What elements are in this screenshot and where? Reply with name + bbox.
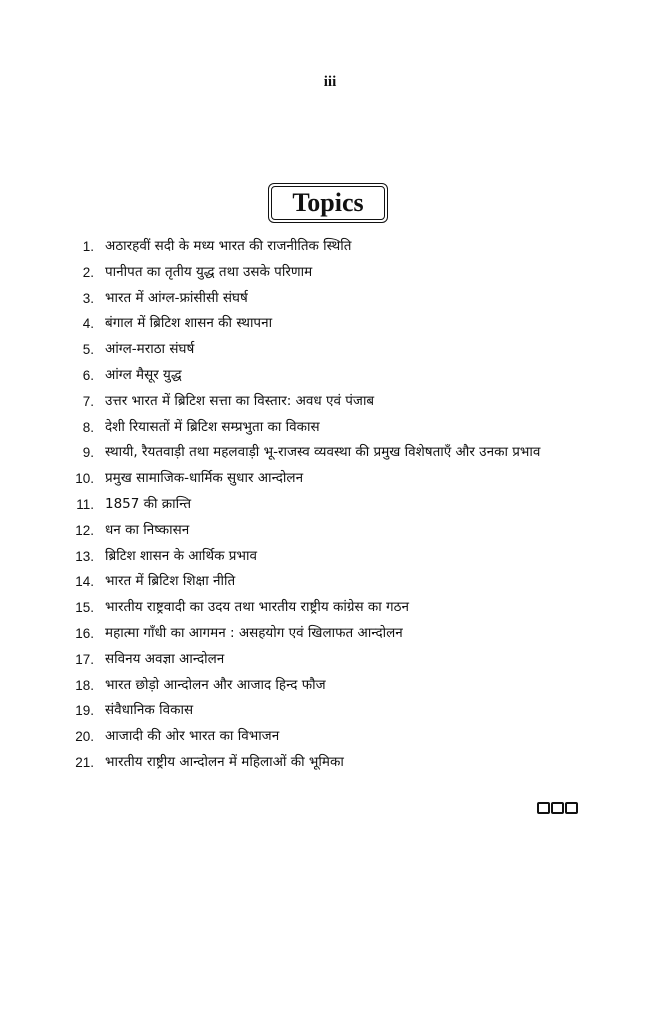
topic-title: भारत छोड़ो आन्दोलन और आजाद हिन्द फौज <box>105 676 326 693</box>
topic-title: आंग्ल मैसूर युद्ध <box>105 366 182 383</box>
topic-item <box>60 389 600 415</box>
topic-title: अठारहवीं सदी के मध्य भारत की राजनीतिक स्थिति <box>105 238 352 254</box>
topic-item <box>60 363 600 389</box>
topic-number: 19. <box>75 703 94 719</box>
topic-number: 5. <box>82 342 94 358</box>
topic-number: 2. <box>82 264 94 280</box>
topic-title: आंग्ल-मराठा संघर्ष <box>105 341 195 358</box>
topic-number: 16. <box>75 625 94 641</box>
topic-title: पानीपत का तृतीय युद्ध तथा उसके परिणाम <box>105 263 313 280</box>
topic-item <box>60 415 600 441</box>
topic-item <box>60 260 600 286</box>
topic-number: 18. <box>75 677 94 693</box>
topic-number: 11. <box>76 496 94 512</box>
topic-number: 10. <box>75 471 94 487</box>
topic-number: 3. <box>82 290 94 306</box>
topic-title: सविनय अवज्ञा आन्दोलन <box>105 650 225 667</box>
topic-title: आजादी की ओर भारत का विभाजन <box>105 728 280 745</box>
topic-item <box>60 647 600 673</box>
topic-number: 17. <box>75 651 94 667</box>
topic-title: धन का निष्कासन <box>105 521 190 538</box>
topic-number: 1. <box>82 239 94 254</box>
topic-number: 20. <box>75 729 94 745</box>
topic-number: 9. <box>82 445 94 461</box>
page-number: iii <box>323 74 337 90</box>
topic-title: भारतीय राष्ट्रीय आन्दोलन में महिलाओं की भूमिका <box>105 753 344 770</box>
topic-number: 21. <box>75 754 94 770</box>
topic-item <box>60 311 600 337</box>
topics-heading-box <box>268 183 388 223</box>
end-square-icon <box>537 802 550 814</box>
topic-item <box>60 698 600 724</box>
topic-number: 6. <box>82 367 94 383</box>
topic-title: प्रमुख सामाजिक-धार्मिक सुधार आन्दोलन <box>105 470 304 487</box>
topic-item <box>60 337 600 363</box>
topic-title: भारत में आंग्ल-फ्रांसीसी संघर्ष <box>105 289 248 306</box>
end-square-icon <box>565 802 578 814</box>
topic-item <box>60 750 600 776</box>
topic-title: भारतीय राष्ट्रवादी का उदय तथा भारतीय राष्ट्रीय कांग्रेस का गठन <box>105 599 409 616</box>
topics-heading: Topics <box>292 188 364 217</box>
end-marker <box>537 802 578 814</box>
topic-item <box>60 673 600 699</box>
topic-item <box>60 518 600 544</box>
topic-title: संवैधानिक विकास <box>105 702 194 719</box>
topic-item <box>60 724 600 750</box>
topic-title: महात्मा गाँधी का आगमन : असहयोग एवं खिलाफत आन्दोलन <box>105 624 403 641</box>
topic-number: 14. <box>75 574 94 590</box>
topic-item <box>60 492 600 518</box>
topic-item <box>60 286 600 312</box>
topics-list <box>60 234 600 776</box>
topic-number: 15. <box>75 600 94 616</box>
topic-number: 12. <box>75 522 94 538</box>
topic-title: उत्तर भारत में ब्रिटिश सत्ता का विस्तार: अवध एवं पंजाब <box>105 392 375 409</box>
topic-number: 13. <box>75 548 94 564</box>
topic-title: बंगाल में ब्रिटिश शासन की स्थापना <box>105 315 273 332</box>
topic-title: 1857 की क्रान्ति <box>105 495 192 512</box>
topic-number: 7. <box>82 393 94 409</box>
topic-item <box>60 621 600 647</box>
end-square-icon <box>551 802 564 814</box>
topic-title: ब्रिटिश शासन के आर्थिक प्रभाव <box>105 547 257 564</box>
topic-title: देशी रियासतों में ब्रिटिश सम्प्रभुता का विकास <box>105 418 320 435</box>
topic-number: 8. <box>82 419 94 435</box>
topic-item <box>60 569 600 595</box>
topic-number: 4. <box>82 316 94 332</box>
topic-title: स्थायी, रैयतवाड़ी तथा महलवाड़ी भू-राजस्व व्यवस्था की प्रमुख विशेषताएँ और उनका प्रभाव <box>105 444 541 461</box>
topic-item <box>60 234 600 260</box>
topic-item <box>60 544 600 570</box>
topic-item <box>60 440 600 466</box>
topic-title: भारत में ब्रिटिश शिक्षा नीति <box>105 573 236 590</box>
topic-item <box>60 466 600 492</box>
topic-item <box>60 595 600 621</box>
